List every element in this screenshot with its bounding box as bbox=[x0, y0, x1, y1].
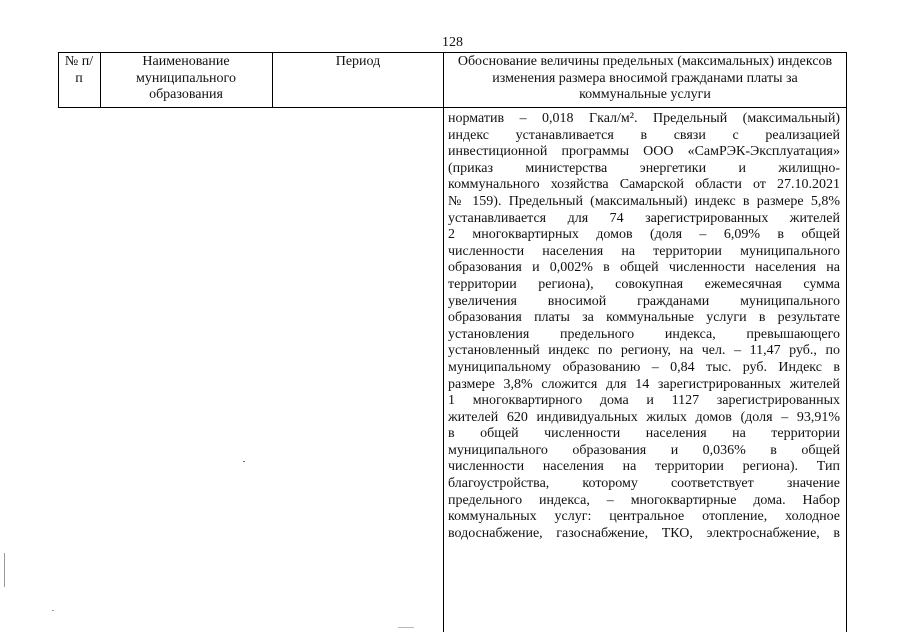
text-line: территории региона), совокупная ежемесячная сумма bbox=[448, 276, 840, 292]
table-right-border bbox=[846, 52, 847, 632]
text-line: образования и 0,002% в общей численности населения на bbox=[448, 260, 840, 276]
justification-text bbox=[448, 111, 840, 542]
table-header-bottom-border bbox=[58, 107, 847, 108]
text-line: установления предельного индекса, превышающего bbox=[448, 326, 840, 342]
text-line: установленный индекс по региону, на чел. – 11,47 руб., по bbox=[448, 343, 840, 359]
text-line: коммунального хозяйства Самарской области от 27.10.2021 bbox=[448, 177, 840, 193]
text-line: № 159). Предельный (максимальный) индекс в размере 5,8% bbox=[448, 193, 840, 209]
text-line: 2 многоквартирных домов (доля – 6,09% в общей bbox=[448, 227, 840, 243]
text-line: муниципального образования и 0,036% в общей bbox=[448, 442, 840, 458]
text-line: образования платы за коммунальные услуги в результате bbox=[448, 310, 840, 326]
text-line: численности населения на территории региона). Тип bbox=[448, 459, 840, 475]
scan-dot bbox=[52, 610, 54, 611]
text-line: численности населения на территории муниципального bbox=[448, 243, 840, 259]
table-top-border bbox=[58, 52, 847, 53]
text-line: жителей 620 индивидуальных жилых домов (доля – 93,91% bbox=[448, 409, 840, 425]
text-line: устанавливается для 74 зарегистрированных жителей bbox=[448, 210, 840, 226]
header-num: № п/п bbox=[64, 54, 94, 86]
text-line: в общей численности населения на территории bbox=[448, 426, 840, 442]
text-line: благоустройства, которому соответствует значение bbox=[448, 476, 840, 492]
header-period: Период bbox=[335, 54, 381, 69]
text-line: водоснабжение, газоснабжение, ТКО, электроснабжение, в bbox=[448, 525, 840, 541]
column-divider-1 bbox=[100, 52, 101, 108]
text-line: муниципальному образованию – 0,84 тыс. руб. Индекс в bbox=[448, 359, 840, 375]
text-line: коммунальных услуг: центральное отопление, холодное bbox=[448, 509, 840, 525]
text-line: размере 3,8% сложится для 14 зарегистрированных жителей bbox=[448, 376, 840, 392]
text-line: инвестиционной программы ООО «СамРЭК-Эксплуатация» bbox=[448, 144, 840, 160]
table-left-border bbox=[58, 52, 59, 108]
header-justification: Обоснование величины предельных (максимальных) индексов изменения размера вносимой гражданами платы за коммунальные услуги bbox=[457, 54, 833, 102]
text-line: предельного индекса, – многоквартирные дома. Набор bbox=[448, 492, 840, 508]
scan-dot bbox=[243, 461, 245, 462]
column-divider-3 bbox=[443, 52, 444, 632]
page-number: 128 bbox=[442, 35, 463, 50]
text-line: норматив – 0,018 Гкал/м². Предельный (максимальный) bbox=[448, 111, 840, 126]
text-line: увеличения вносимой гражданами муниципального bbox=[448, 293, 840, 309]
text-line: (приказ министерства энергетики и жилищно- bbox=[448, 160, 840, 176]
text-line: индекс устанавливается в связи с реализацией bbox=[448, 127, 840, 143]
text-line: 1 многоквартирного дома и 1127 зарегистрированных bbox=[448, 393, 840, 409]
scan-dot bbox=[398, 627, 414, 628]
scan-edge-mark bbox=[4, 553, 5, 587]
header-municipality: Наименование муниципального образования bbox=[136, 54, 236, 102]
column-divider-2 bbox=[272, 52, 273, 108]
